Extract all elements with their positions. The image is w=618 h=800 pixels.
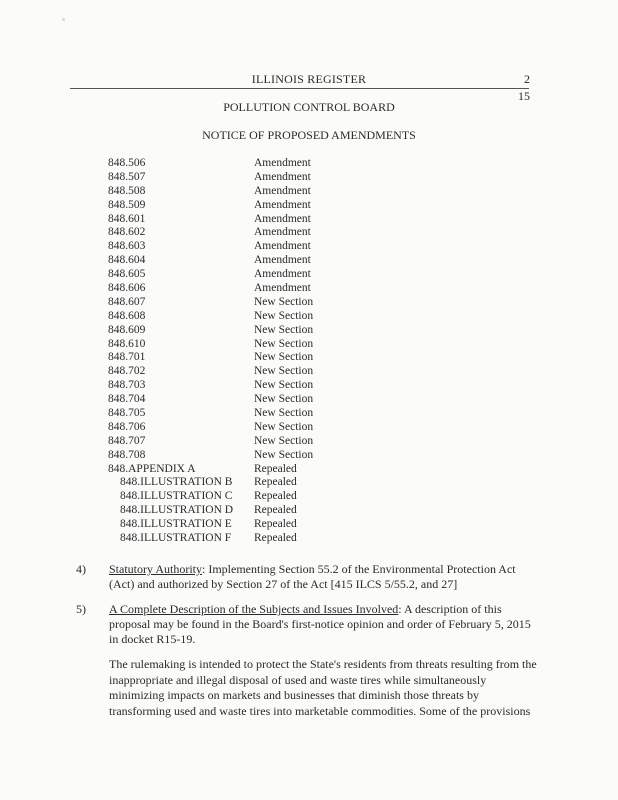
proposed-action: Repealed	[254, 490, 297, 503]
item-number: 5)	[76, 602, 86, 616]
proposed-action: Repealed	[254, 476, 297, 489]
notice-title: NOTICE OF PROPOSED AMENDMENTS	[202, 128, 416, 142]
proposed-action: Amendment	[254, 212, 311, 225]
proposed-action: New Section	[254, 407, 314, 420]
proposed-action: New Section	[254, 351, 314, 364]
section-number: 848.605	[108, 268, 146, 281]
section-number: 848.705	[108, 407, 146, 420]
section-number: 848.706	[108, 420, 146, 433]
section-number: 848.508	[108, 184, 146, 197]
section-number: 848.ILLUSTRATION D	[120, 504, 234, 517]
proposed-action: New Section	[254, 379, 314, 392]
item-text: : A description of this proposal may be found in the Board's first-notice opinion and order of February 5, 2015 in docket R15-19.	[109, 602, 531, 646]
proposed-action: New Section	[254, 420, 314, 433]
item-body	[109, 602, 539, 647]
section-number: 848.507	[108, 170, 146, 183]
section-number: 848.506	[108, 157, 146, 169]
section-number: 848.ILLUSTRATION C	[120, 490, 233, 503]
proposed-action: Repealed	[254, 518, 297, 531]
proposed-action: Amendment	[254, 184, 311, 197]
section-number: 848.610	[108, 337, 146, 350]
section-number: 848.509	[108, 198, 146, 211]
item-text: : Implementing Section 55.2 of the Environmental Protection Act (Act) and authorized by Section 27 of the Act [415 ILCS 5/55.2, and 27]	[109, 562, 516, 591]
item-number: 4)	[76, 562, 86, 576]
proposed-action: Amendment	[254, 198, 311, 211]
proposed-action: New Section	[254, 434, 314, 447]
proposed-action: Amendment	[254, 240, 311, 253]
section-number: 848.604	[108, 254, 146, 267]
header-rule	[70, 88, 529, 89]
section-number: 848.708	[108, 448, 146, 461]
section-number: 848.601	[108, 212, 146, 225]
item-heading: A Complete Description of the Subjects and Issues Involved	[109, 602, 399, 616]
proposed-action: New Section	[254, 309, 314, 322]
section-number: 848.ILLUSTRATION B	[120, 476, 233, 489]
section-number: 848.606	[108, 282, 146, 295]
proposed-action: Repealed	[254, 532, 297, 545]
proposed-action: Amendment	[254, 170, 311, 183]
section-number: 848.603	[108, 240, 146, 253]
proposed-action: Amendment	[254, 282, 311, 295]
section-number: 848.702	[108, 365, 146, 378]
section-number: 848.609	[108, 323, 146, 336]
proposed-action: New Section	[254, 323, 314, 336]
issue-number: 15	[518, 89, 530, 103]
proposed-action: New Section	[254, 337, 314, 350]
section-number: 848.602	[108, 226, 146, 239]
rulemaking-paragraph: The rulemaking is intended to protect the State's residents from threats resulting from the inappropriate and illegal disposal of used and waste tires while simultaneously minimizing impacts on markets and businesses that diminish those threats by transforming used and waste tires into marketable commodities. Some of the provisions	[109, 657, 537, 718]
section-number: 848.701	[108, 351, 146, 364]
register-title: ILLINOIS REGISTER	[251, 72, 367, 86]
section-number: 848.APPENDIX A	[108, 462, 196, 475]
section-number: 848.ILLUSTRATION E	[120, 518, 232, 531]
proposed-action: Amendment	[254, 268, 311, 281]
proposed-action: Repealed	[254, 504, 297, 517]
proposed-action: New Section	[254, 365, 314, 378]
section-number: 848.608	[108, 309, 146, 322]
proposed-action: Amendment	[254, 254, 311, 267]
section-number: 848.607	[108, 295, 146, 308]
proposed-action: Amendment	[254, 226, 311, 239]
board-name: POLLUTION CONTROL BOARD	[223, 100, 395, 114]
item-heading: Statutory Authority	[109, 562, 202, 576]
proposed-action: Repealed	[254, 462, 297, 475]
section-number: 848.703	[108, 379, 146, 392]
section-number: 848.ILLUSTRATION F	[120, 532, 232, 545]
proposed-action: New Section	[254, 393, 314, 406]
section-number: 848.704	[108, 393, 146, 406]
page-number: 2	[524, 72, 530, 86]
item-body	[109, 562, 539, 592]
scan-speck	[62, 18, 65, 21]
proposed-action: New Section	[254, 295, 314, 308]
proposed-action: Amendment	[254, 157, 311, 169]
proposed-action: New Section	[254, 448, 314, 461]
section-number: 848.707	[108, 434, 146, 447]
